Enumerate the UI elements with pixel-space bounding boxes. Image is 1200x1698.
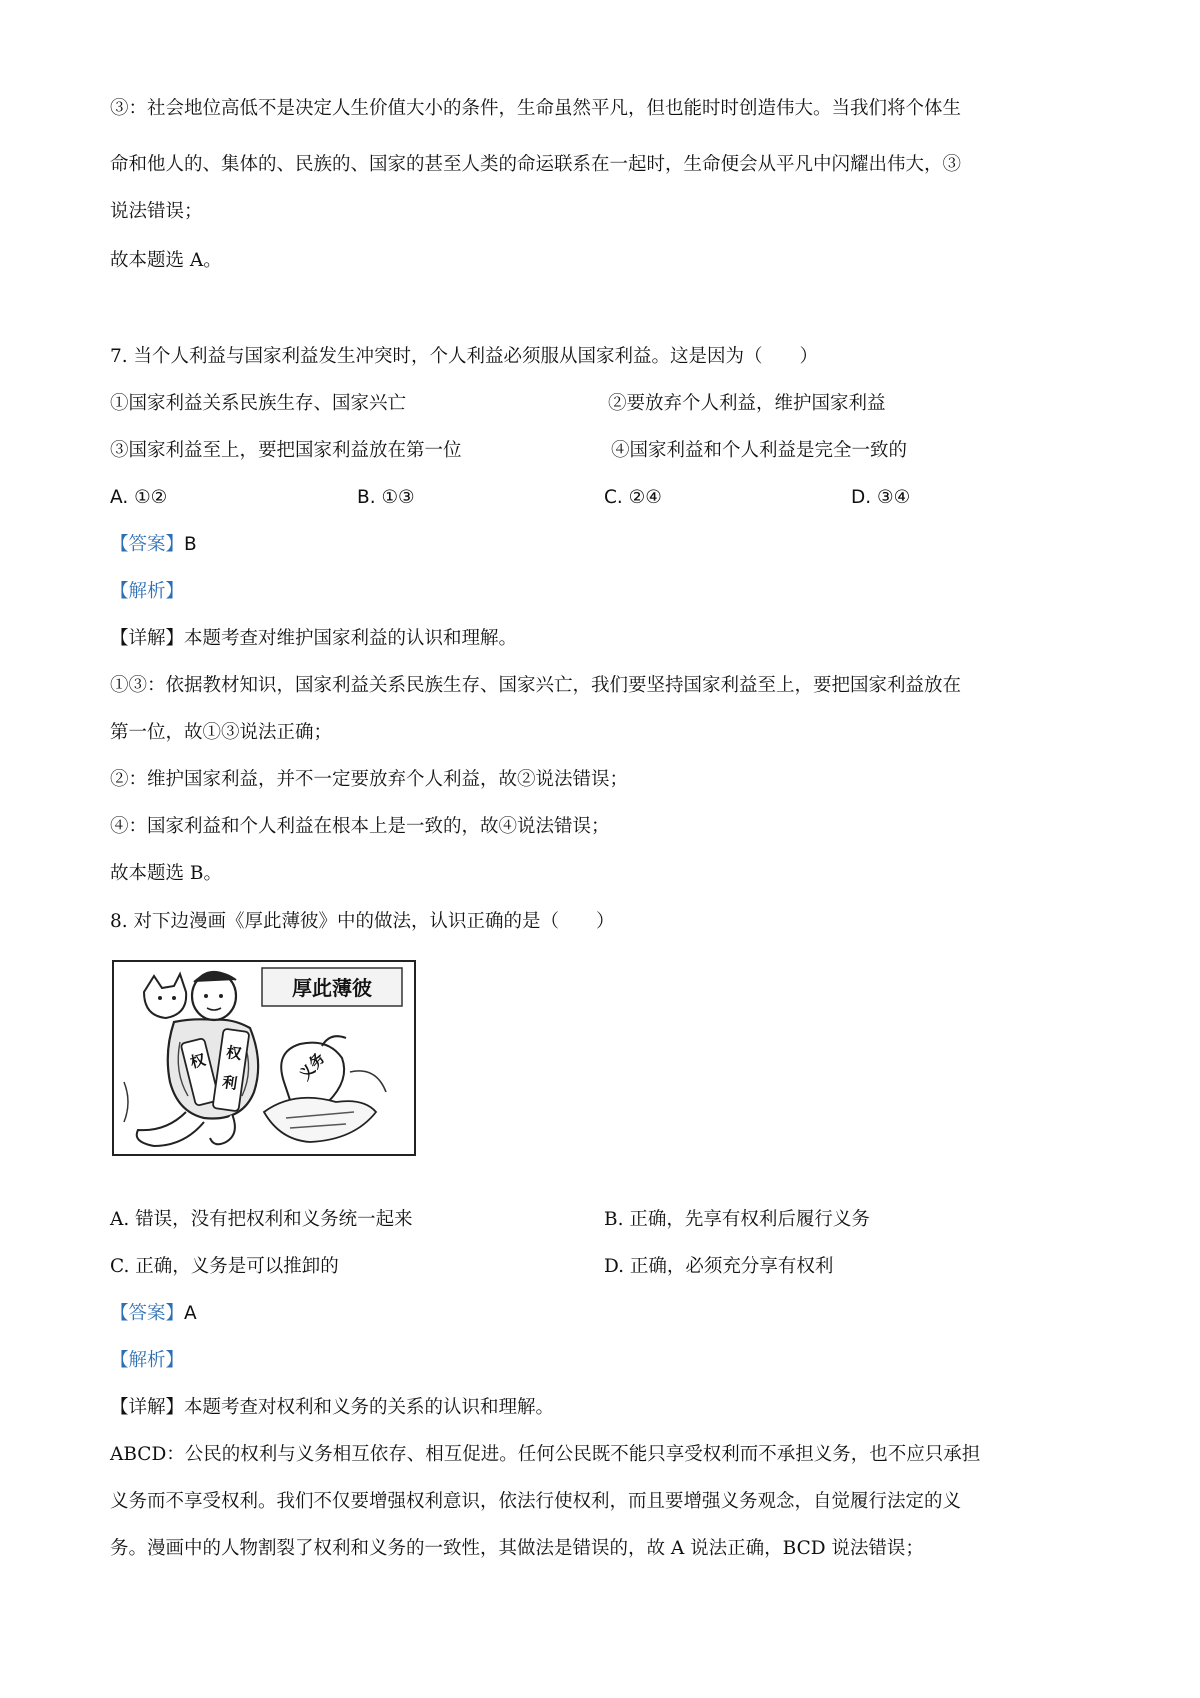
q7-explain-line-3: ②：维护国家利益，并不一定要放弃个人利益，故②说法错误；	[110, 769, 629, 790]
q8-explain-line-1: ABCD：公民的权利与义务相互依存、相互促进。任何公民既不能只享受权利而不承担义务，也不应只承担	[110, 1444, 981, 1465]
q8-answer-tag: 【答案】	[110, 1303, 185, 1324]
q8-choice-d: D. 正确，必须充分享有权利	[604, 1256, 834, 1277]
q7-detail	[110, 626, 517, 652]
q7-explain-line-1: ①③：依据教材知识，国家利益关系民族生存、国家兴亡，我们要坚持国家利益至上，要把国家利益放在	[110, 675, 962, 696]
q7-choice-c: C. ②④	[604, 487, 662, 508]
q8-answer-value: A	[184, 1303, 197, 1324]
q8-analysis-tag: 【解析】	[110, 1350, 185, 1371]
q8-choice-b: B. 正确，先享有权利后履行义务	[604, 1209, 870, 1230]
prev-explain-line-3: 说法错误；	[110, 201, 203, 222]
comic-title: 厚此薄彼	[292, 976, 372, 1000]
q8-stem: 8. 对下边漫画《厚此薄彼》中的做法，认识正确的是（ ）	[110, 911, 615, 932]
q8-detail	[110, 1395, 554, 1421]
prev-explain-line-1: ③：社会地位高低不是决定人生价值大小的条件，生命虽然平凡，但也能时时创造伟大。当我们将个体生	[110, 98, 962, 119]
q7-explain-line-4: ④：国家利益和个人利益在根本上是一致的，故④说法错误；	[110, 816, 610, 837]
figure-leg-left	[137, 1112, 204, 1146]
q8-explain-line-3: 务。漫画中的人物割裂了权利和义务的一致性，其做法是错误的，故 A 说法正确，BCD 说法错误；	[110, 1538, 924, 1559]
rights-label: 权	[188, 1050, 208, 1072]
discarded-paper	[264, 1098, 376, 1142]
q8-detail-intro: 本题考查对权利和义务的关系的认识和理解。	[184, 1397, 555, 1418]
q8-explain-line-2: 义务而不享受权利。我们不仅要增强权利意识，依法行使权利，而且要增强义务观念，自觉履行法定的义	[110, 1491, 962, 1512]
prev-conclusion: 故本题选 A。	[110, 250, 222, 271]
q7-statement-2: ②要放弃个人利益，维护国家利益	[608, 393, 886, 414]
q7-detail-intro: 本题考查对维护国家利益的认识和理解。	[184, 628, 518, 649]
q7-analysis-tag: 【解析】	[110, 581, 185, 602]
q8-detail-tag: 【详解】	[110, 1397, 185, 1418]
q7-answer	[110, 532, 197, 558]
q7-statement-4: ④国家利益和个人利益是完全一致的	[611, 440, 908, 461]
rights-label-2: 权 利	[221, 1043, 243, 1093]
cat-figure	[144, 974, 186, 1018]
q8-choice-c: C. 正确，义务是可以推卸的	[110, 1256, 339, 1277]
q7-choice-d: D. ③④	[851, 487, 911, 508]
q7-statement-3: ③国家利益至上，要把国家利益放在第一位	[110, 440, 462, 461]
q7-choice-a: A. ①②	[110, 487, 168, 508]
duty-label: 义务	[295, 1049, 329, 1084]
q7-choice-b: B. ①③	[357, 487, 415, 508]
q7-conclusion: 故本题选 B。	[110, 863, 222, 884]
comic-cartoon	[112, 960, 416, 1156]
q7-explain-line-2: 第一位，故①③说法正确；	[110, 722, 333, 743]
q7-answer-tag: 【答案】	[110, 534, 185, 555]
q7-statement-1: ①国家利益关系民族生存、国家兴亡	[110, 393, 407, 414]
q7-detail-tag: 【详解】	[110, 628, 185, 649]
q8-choice-a: A. 错误，没有把权利和义务统一起来	[110, 1209, 413, 1230]
prev-explain-line-2: 命和他人的、集体的、民族的、国家的甚至人类的命运联系在一起时，生命便会从平凡中闪耀出伟大，③	[110, 154, 962, 175]
q7-answer-value: B	[184, 534, 197, 555]
comic-drawing	[114, 962, 414, 1154]
q7-stem: 7. 当个人利益与国家利益发生冲突时，个人利益必须服从国家利益。这是因为（ ）	[110, 346, 819, 367]
q8-answer	[110, 1301, 197, 1327]
